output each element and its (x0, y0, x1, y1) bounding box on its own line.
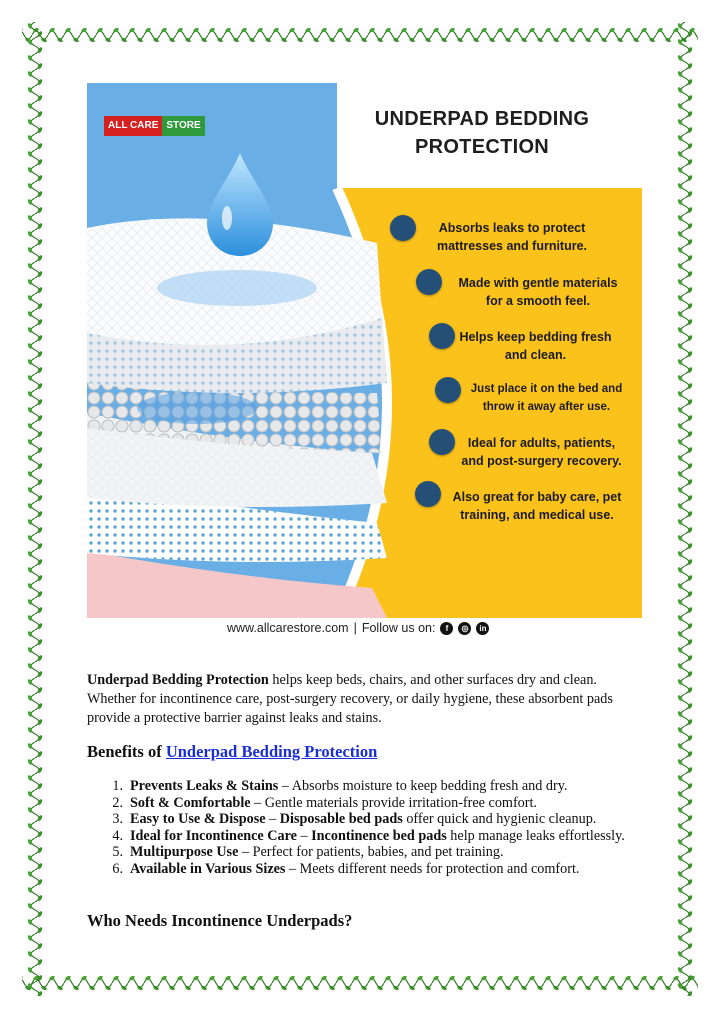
list-item-title: Soft & Comfortable (130, 794, 251, 811)
decorative-border-left (22, 22, 48, 996)
instagram-icon[interactable]: ◎ (458, 622, 471, 635)
list-item-title: Multipurpose Use (130, 844, 239, 860)
facebook-icon[interactable]: f (440, 622, 453, 635)
list-item-text: help manage leaks effortlessly. (446, 827, 625, 844)
list-item-dash: – (265, 811, 280, 827)
list-number: 6. (112, 860, 123, 877)
list-item-title: Available in Various Sizes (130, 860, 286, 877)
list-item-title: Easy to Use & Dispose (130, 811, 266, 827)
website-link[interactable]: www.allcarestore.com (227, 621, 349, 635)
follow-us-label: Follow us on: (361, 621, 436, 635)
list-item-text: – Gentle materials provide irritation-free comfort. (250, 794, 537, 811)
leaf-vine-icon (22, 22, 48, 996)
list-item (87, 811, 642, 828)
bullet-dot-icon (416, 269, 442, 295)
infographic-title-line1: UNDERPAD BEDDING (374, 108, 590, 130)
list-number: 4. (112, 827, 123, 844)
brand-logo-part1: ALL CARE (104, 116, 162, 136)
benefit-line: for a smooth feel. (485, 294, 591, 308)
benefit-line: Also great for baby care, pet (452, 490, 622, 504)
bullet-dot-icon (435, 377, 461, 403)
bullet-dot-icon (429, 323, 455, 349)
brand-logo-part2: STORE (162, 116, 204, 136)
infographic-benefit (459, 380, 634, 416)
benefits-heading (87, 742, 377, 762)
list-item-title: Ideal for Incontinence Care (130, 827, 297, 844)
list-item (87, 778, 642, 795)
list-item (87, 795, 642, 812)
infographic-benefit (417, 219, 607, 255)
list-item-keyword: Incontinence bed pads (311, 827, 447, 844)
underpad-infographic (87, 83, 642, 643)
list-item (87, 828, 642, 845)
intro-paragraph (87, 671, 642, 728)
list-item-text: – Perfect for patients, babies, and pet training. (238, 844, 504, 860)
bullet-dot-icon (390, 215, 416, 241)
leaf-vine-icon (672, 22, 698, 996)
benefits-heading-prefix: Benefits of (87, 742, 166, 761)
list-number: 5. (112, 844, 123, 860)
list-number: 2. (112, 794, 123, 811)
underpad-link[interactable]: Underpad Bedding Protection (165, 742, 378, 761)
decorative-border-bottom (0, 970, 720, 996)
benefit-line: Ideal for adults, patients, (467, 436, 616, 450)
benefit-line: and clean. (504, 348, 567, 362)
benefit-line: throw it away after use. (482, 401, 611, 413)
leaf-vine-icon (0, 22, 720, 48)
list-item-keyword: Disposable bed pads (279, 811, 403, 827)
benefit-line: Absorbs leaks to protect (438, 221, 586, 235)
intro-lead: Underpad Bedding Protection (87, 672, 269, 688)
decorative-border-top (0, 22, 720, 48)
who-needs-heading: Who Needs Incontinence Underpads? (87, 911, 353, 930)
list-item-text: – Absorbs moisture to keep bedding fresh and dry. (278, 778, 568, 794)
infographic-title-line2: PROTECTION (414, 136, 550, 158)
decorative-border-right (672, 22, 698, 996)
benefit-line: and post-surgery recovery. (461, 454, 622, 468)
intro-body: helps keep beds, chairs, and other surfaces dry and clean. Whether for incontinence care, post-surgery recovery, or daily hygiene, these absorbent pads provide a protective barrier against leaks and stains. (87, 672, 613, 726)
footer-separator: | (353, 621, 357, 635)
infographic-footer (227, 621, 489, 635)
benefit-line: training, and medical use. (460, 508, 614, 522)
infographic-benefit (449, 434, 634, 470)
list-item (87, 844, 642, 861)
benefit-line: Helps keep bedding fresh (459, 330, 612, 344)
list-number: 3. (112, 811, 123, 827)
list-item-dash: – (296, 827, 312, 844)
list-item-title: Prevents Leaks & Stains (130, 778, 279, 794)
list-number: 1. (112, 778, 123, 794)
infographic-benefit (443, 274, 633, 310)
benefits-list (87, 778, 642, 877)
infographic-title (337, 105, 627, 161)
list-item-text: offer quick and hygienic cleanup. (402, 811, 597, 827)
list-item (87, 861, 642, 878)
leaf-vine-icon (0, 970, 720, 996)
brand-logo (104, 116, 205, 136)
infographic-benefit (437, 488, 637, 524)
benefit-line: Just place it on the bed and (470, 383, 623, 395)
benefit-line: Made with gentle materials (458, 276, 618, 290)
benefit-line: mattresses and furniture. (436, 239, 588, 253)
linkedin-icon[interactable]: in (476, 622, 489, 635)
infographic-benefit (453, 328, 618, 364)
list-item-text: – Meets different needs for protection and comfort. (285, 860, 580, 877)
